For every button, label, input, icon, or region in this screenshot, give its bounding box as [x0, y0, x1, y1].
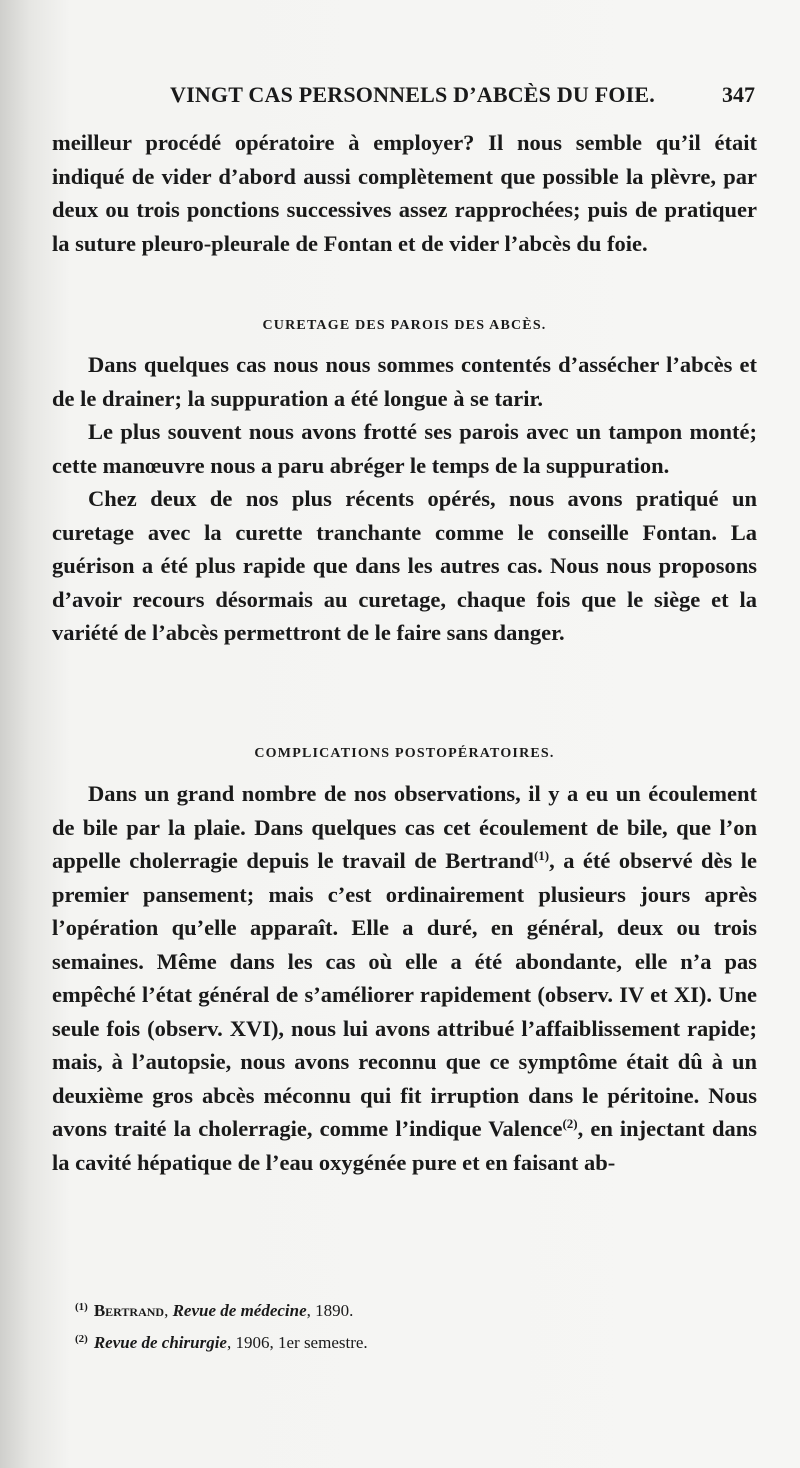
footnote-item: [75, 1293, 675, 1325]
page-header: [170, 82, 755, 112]
footnote-reference: (1): [533, 848, 550, 863]
footnote-rest: , 1890.: [306, 1301, 354, 1320]
paragraph: Chez deux de nos plus récents opérés, nous avons pratiqué un curetage avec la curette tranchante comme le conseille Fontan. La guérison a été plus rapide que dans les autres cas. Nous nous proposons d’avoir recours désormais au curetage, chaque fois que le siège et la variété de l’abcès permettront de le faire sans danger.: [52, 486, 757, 645]
footnote-source: Revue de médecine: [172, 1301, 307, 1320]
paragraph: [52, 777, 757, 1179]
paragraph: meilleur procédé opératoire à employer? Il nous semble qu’il était indiqué de vider d’abord aussi complètement que possible la plèvre, par deux ou trois ponctions successives assez rapprochées; puis de pratiquer la suture pleuro-pleurale de Fontan et de vider l’abcès du foie.: [52, 130, 757, 256]
footnote-mark: (1): [75, 1301, 88, 1313]
section-curetage-body: [52, 348, 757, 650]
footnotes: [75, 1293, 675, 1357]
footnote-source: Revue de chirurgie: [93, 1333, 227, 1352]
footnote-rest: , 1906, 1er semestre.: [226, 1333, 368, 1352]
section-heading-complications: COMPLICATIONS POSTOPÉRATOIRES.: [254, 746, 555, 761]
page-number: 347: [722, 82, 755, 107]
section-complications-body: [52, 777, 757, 1179]
paragraph-text: , en injectant dans la cavité hépatique de l’eau oxygénée pure et en faisant ab-: [52, 1116, 757, 1175]
footnote-item: [75, 1325, 675, 1357]
paragraph-text: Dans un grand nombre de nos observations, il y a eu un écoulement de bile par la plaie. Dans quelques cas cet écoulement de bile, que l’on appelle cholerragie depuis le travail de Bertrand: [52, 781, 757, 873]
paragraph-text: , a été observé dès le premier pansement; mais c’est ordinairement plusieurs jours après l’opération qu’elle apparaît. Elle a duré, en général, deux ou trois semaines. Même dans les cas où elle a été abondante, elle n’a pas empêché l’état général de s’améliorer rapidement (observ. IV et XI). Une seule fois (observ. XVI), nous lui avons attribué l’affaiblissement rapide; mais, à l’autopsie, nous avons reconnu que ce symptôme était dû à un deuxième gros abcès méconnu qui fit irruption dans le péritoine. Nous avons traité la cholerragie, comme l’indique Valence: [52, 848, 757, 1141]
running-title: VINGT CAS PERSONNELS D’ABCÈS DU FOIE.: [170, 82, 655, 107]
section-heading-curetage: CURETAGE DES PAROIS DES ABCÈS.: [262, 318, 547, 333]
footnote-mark: (2): [75, 1333, 88, 1345]
footnote-separator: ,: [164, 1301, 173, 1320]
footnote-author: Bertrand: [93, 1301, 165, 1320]
footnote-reference: (2): [562, 1116, 578, 1131]
paragraph: Le plus souvent nous avons frotté ses parois avec un tampon monté; cette manœuvre nous a paru abréger le temps de la suppuration.: [52, 419, 757, 478]
opening-paragraph-block: [52, 126, 757, 260]
paragraph: Dans quelques cas nous nous sommes contentés d’assécher l’abcès et de le drainer; la suppuration a été longue à se tarir.: [52, 352, 757, 411]
